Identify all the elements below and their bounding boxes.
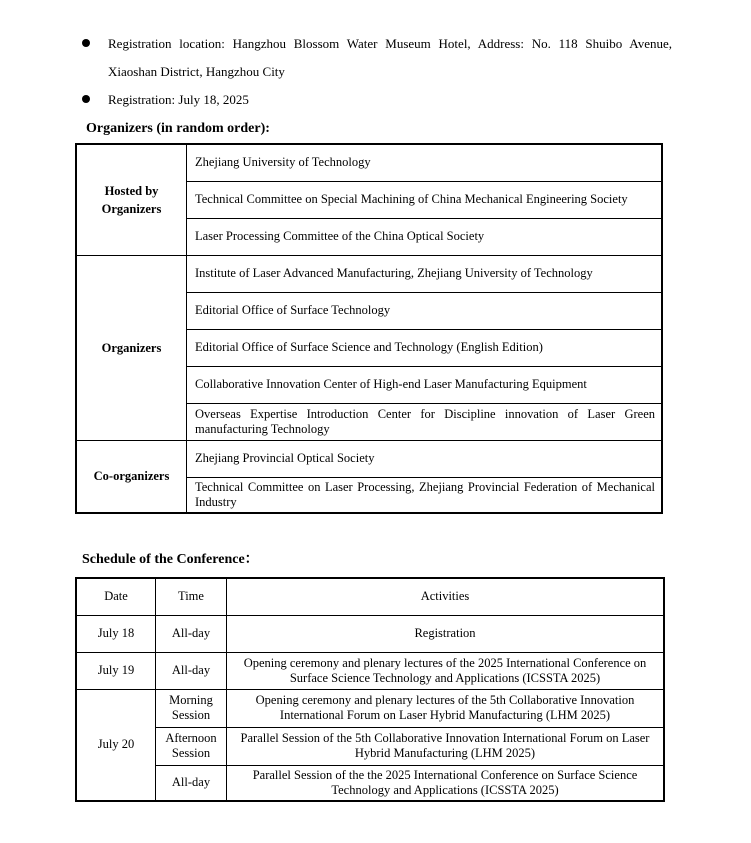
registration-location-item (82, 30, 672, 86)
org-cell: Institute of Laser Advanced Manufacturing, Zhejiang University of Technology (187, 255, 663, 292)
org-cell: Technical Committee on Special Machining of China Mechanical Engineering Society (187, 181, 663, 218)
activity-cell: Parallel Session of the 5th Collaborative Innovation International Forum on Laser Hybrid Manufacturing (LHM 2025) (227, 727, 665, 765)
registration-location-continuation: Xiaoshan District, Hangzhou City (108, 64, 285, 79)
column-header-date: Date (76, 578, 156, 615)
table-row (76, 727, 664, 765)
registration-list (82, 30, 672, 114)
table-header-row (76, 578, 664, 615)
org-cell: Overseas Expertise Introduction Center for Discipline innovation of Laser Green manufacturing Technology (187, 403, 663, 440)
column-header-time: Time (156, 578, 227, 615)
table-row (76, 765, 664, 801)
org-cell: Technical Committee on Laser Processing, Zhejiang Provincial Federation of Mechanical Industry (187, 477, 663, 513)
time-cell: All-day (156, 765, 227, 801)
hosted-by-label: Hosted by Organizers (76, 144, 187, 255)
org-cell: Laser Processing Committee of the China Optical Society (187, 218, 663, 255)
activity-cell: Opening ceremony and plenary lectures of the 5th Collaborative Innovation International Forum on Laser Hybrid Manufacturing (LHM 2025) (227, 689, 665, 727)
date-cell: July 18 (76, 615, 156, 652)
org-cell: Zhejiang Provincial Optical Society (187, 440, 663, 477)
organizers-table (75, 143, 663, 514)
table-row (76, 440, 662, 477)
org-cell: Collaborative Innovation Center of High-end Laser Manufacturing Equipment (187, 366, 663, 403)
organizers-heading: Organizers (in random order): (86, 121, 270, 136)
registration-date-item (82, 86, 672, 114)
bullet-icon (82, 95, 90, 103)
date-cell: July 20 (76, 689, 156, 801)
column-header-activities: Activities (227, 578, 665, 615)
activity-cell: Parallel Session of the the 2025 International Conference on Surface Science Technology and Applications (ICSSTA 2025) (227, 765, 665, 801)
registration-location-text: Registration location: Hangzhou Blossom Water Museum Hotel, Address: No. 118 Shuibo Avenue, (108, 36, 672, 51)
table-row (76, 144, 662, 181)
time-cell: All-day (156, 615, 227, 652)
activity-cell: Registration (227, 615, 665, 652)
table-row (76, 615, 664, 652)
organizers-label: Organizers (76, 255, 187, 440)
co-organizers-label: Co-organizers (76, 440, 187, 513)
table-row (76, 689, 664, 727)
schedule-heading: Schedule of the Conference： (82, 552, 259, 567)
time-cell: Afternoon Session (156, 727, 227, 765)
org-cell: Editorial Office of Surface Science and Technology (English Edition) (187, 329, 663, 366)
table-row (76, 652, 664, 689)
time-cell: Morning Session (156, 689, 227, 727)
date-cell: July 19 (76, 652, 156, 689)
bullet-icon (82, 39, 90, 47)
registration-date-text: Registration: July 18, 2025 (108, 92, 249, 107)
org-cell: Zhejiang University of Technology (187, 144, 663, 181)
table-row (76, 255, 662, 292)
time-cell: All-day (156, 652, 227, 689)
activity-cell: Opening ceremony and plenary lectures of the 2025 International Conference on Surface Science Technology and Applications (ICSSTA 2025) (227, 652, 665, 689)
schedule-table (75, 577, 665, 802)
org-cell: Editorial Office of Surface Technology (187, 292, 663, 329)
